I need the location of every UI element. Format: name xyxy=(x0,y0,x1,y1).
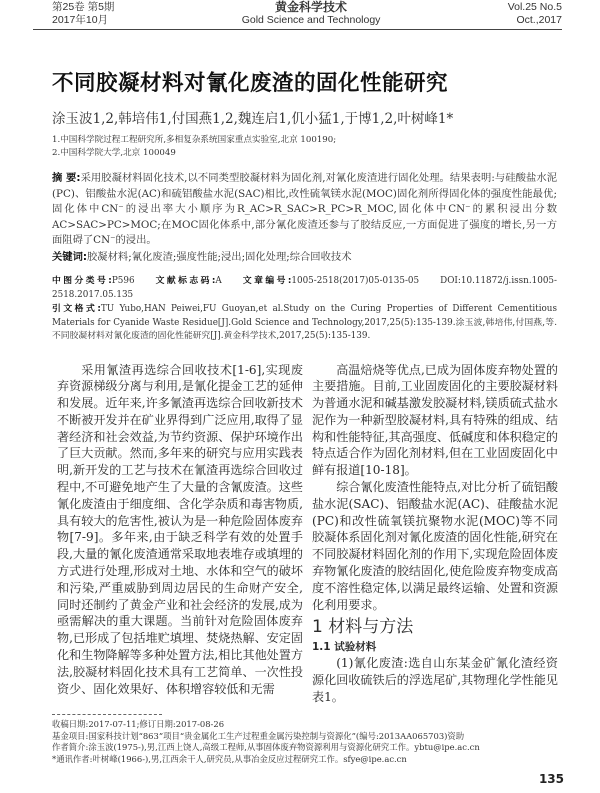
body-right-column xyxy=(312,362,558,706)
running-header xyxy=(33,0,562,30)
corresponding-author: *通讯作者:叶树峰(1966-),男,江西余干人,研究员,从事冶金反应过程研究工作。sfye@ipe.ac.cn xyxy=(52,754,407,765)
authors: 涂玉波1,2,韩培伟1,付国燕1,2,魏连启1,仉小猛1,于博1,2,叶树峰1* xyxy=(52,111,454,127)
doc-code-label: 文献标志码: xyxy=(155,276,216,286)
keywords-text: 胶凝材料;氰化废渣;强度性能;浸出;固化处理;综合回收技术 xyxy=(87,250,352,263)
affiliation-1: 1.中国科学院过程工程研究所,多相复杂系统国家重点实验室,北京 100190; xyxy=(52,135,337,145)
body-paragraph: 采用氰渣再选综合回收技术[1-6],实现废弃资源梯级分离与利用,是氰化提金工艺的延伸和发展。近年来,许多氰渣再选综合回收新技术不断被开发并在矿业界得到广泛应用,取得了显著经济和社会效益,为节约资源、保护环境作出了巨大贡献。然而,多年来的研究与应用实践表明,新开发的工艺与技术在氰渣再选综合回收过程中,不可避免地产生了大量的含氰废渣。这些氰化废渣由于细度细、含化学杂质和毒害物质,具有较大的危害性,被认为是一种危险固体废弃物[7-9]。多年来,由于缺乏科学有效的处置手段,大量的氰化废渣通常采取地表堆存或填埋的方式进行处理,形成对土地、水体和空气的破坏和污染,严重威胁到周边居民的生命财产安全,同时还制约了黄金产业和社会经济的发展,成为亟需解决的重大课题。当前针对危险固体废弃物,已形成了包括堆贮填埋、焚烧热解、安定固化和生物降解等多种处置方法,相比其他处置方法,胶凝材料固化技术具有工艺简单、一次性投资少、固化效果好、体积增容较低和无需 xyxy=(57,362,303,696)
received-date: 收稿日期:2017-07-11;修订日期:2017-08-26 xyxy=(52,718,225,729)
keywords-label: 关键词: xyxy=(52,250,88,263)
citation xyxy=(52,303,557,344)
volume-en: Vol.25 No.5 xyxy=(507,1,562,13)
date-cn: 2017年10月 xyxy=(52,14,109,26)
doi-value[interactable]: 10.11872/j.issn.1005-2518.2017.05.135 xyxy=(52,276,558,300)
citation-label: 引文格式: xyxy=(52,304,101,314)
body-left-column xyxy=(57,362,303,698)
subsection-heading: 1.1 试验材料 xyxy=(312,641,377,654)
funding: 基金项目:国家科技计划“863”项目“贵金属化工生产过程重金属污染控制与资源化”(编号:2013AA065703)资助 xyxy=(52,730,465,741)
citation-text: TU Yubo,HAN Peiwei,FU Guoyan,et al.Study on the Curing Properties of Different Cementitious Materials for Cyanide Waste Residue[J].Gold Science and Technology,2017,25(5):135-139.涂玉波,韩培伟,付国燕,等.不同胶凝材料对氰化废渣的固化性能研究[J].黄金科学技术,2017,25(5):135-139. xyxy=(52,304,557,341)
body-paragraph: 综合氰化废渣性能特点,对比分析了硫铝酸盐水泥(SAC)、铝酸盐水泥(AC)、硅酸盐水泥(PC)和改性硫氧镁抗聚物水泥(MOC)等不同胶凝体系固化剂对氰化废渣的固化性能,研究在不同胶凝材料固化剂的作用下,实现危险固体废弃物氰化废渣的胶结固化,使危险废弃物变成高度不溶性稳定体,以满足最终运输、处置和资源化利用要求。 xyxy=(312,480,558,612)
affiliations xyxy=(52,134,562,159)
paper-title: 不同胶凝材料对氰化废渣的固化性能研究 xyxy=(52,71,449,96)
volume-cn: 第25卷 第5期 xyxy=(52,1,115,13)
footnote-rule xyxy=(52,714,162,715)
abstract xyxy=(52,171,557,265)
abstract-label: 摘 要: xyxy=(52,172,81,184)
classification-line xyxy=(52,275,557,302)
article-no-label: 文章编号: xyxy=(242,276,292,286)
author-bio: 作者简介:涂玉波(1975-),男,江西上饶人,高级工程师,从事固体废弃物资源利用与资源化研究工作。ybtu@ipe.ac.cn xyxy=(52,742,480,753)
clc-value: P596 xyxy=(111,276,135,286)
article-no-value: 1005-2518(2017)05-0135-05 xyxy=(291,276,420,286)
clc-label: 中图分类号: xyxy=(52,276,112,286)
date-en: Oct.,2017 xyxy=(516,14,562,26)
doc-code-value: A xyxy=(215,276,222,286)
doi-label: DOI: xyxy=(440,276,461,286)
journal-name-en: Gold Science and Technology xyxy=(241,14,381,26)
section-heading: 1 材料与方法 xyxy=(312,617,414,638)
body-columns xyxy=(57,362,562,706)
page-number: 135 xyxy=(538,772,564,787)
footnotes xyxy=(52,719,572,766)
affiliation-2: 2.中国科学院大学,北京 100049 xyxy=(52,147,176,158)
abstract-text: 采用胶凝材料固化技术,以不同类型胶凝材料为固化剂,对氰化废渣进行固化处理。结果表明:与硅酸盐水泥(PC)、铝酸盐水泥(AC)和硫铝酸盐水泥(SAC)相比,改性硫氧镁水泥(MOC)固化剂所得固化体的强度性能最优;固化体中CN⁻的浸出率大小顺序为R_AC>R_SAC>R_PC>R_MOC,固化体中CN⁻的累积浸出分数AC>SAC>PC>MOC;在MOC固化体系中,部分氰化废渣还参与了胶结反应,一方面促进了强度的增长,另一方面阻碍了CN⁻的浸出。 xyxy=(52,172,558,246)
journal-logo: 黄金科学技术 xyxy=(275,0,348,14)
body-paragraph: 高温焙烧等优点,已成为固体废弃物处置的主要措施。目前,工业固废固化的主要胶凝材料为普通水泥和碱基激发胶凝材料,镁质硫式盐水泥作为一种新型胶凝材料,具有特殊的组成、结构和性能特征,其高强度、低碱度和体积稳定的特点适合作为固化剂材料,但在工业固废固化中鲜有报道[10-18]。 xyxy=(312,362,558,478)
body-paragraph: (1)氰化废渣:选自山东某金矿氰化渣经资源化回收硫铁后的浮选尾矿,其物理化学性能见表1。 xyxy=(312,656,558,705)
